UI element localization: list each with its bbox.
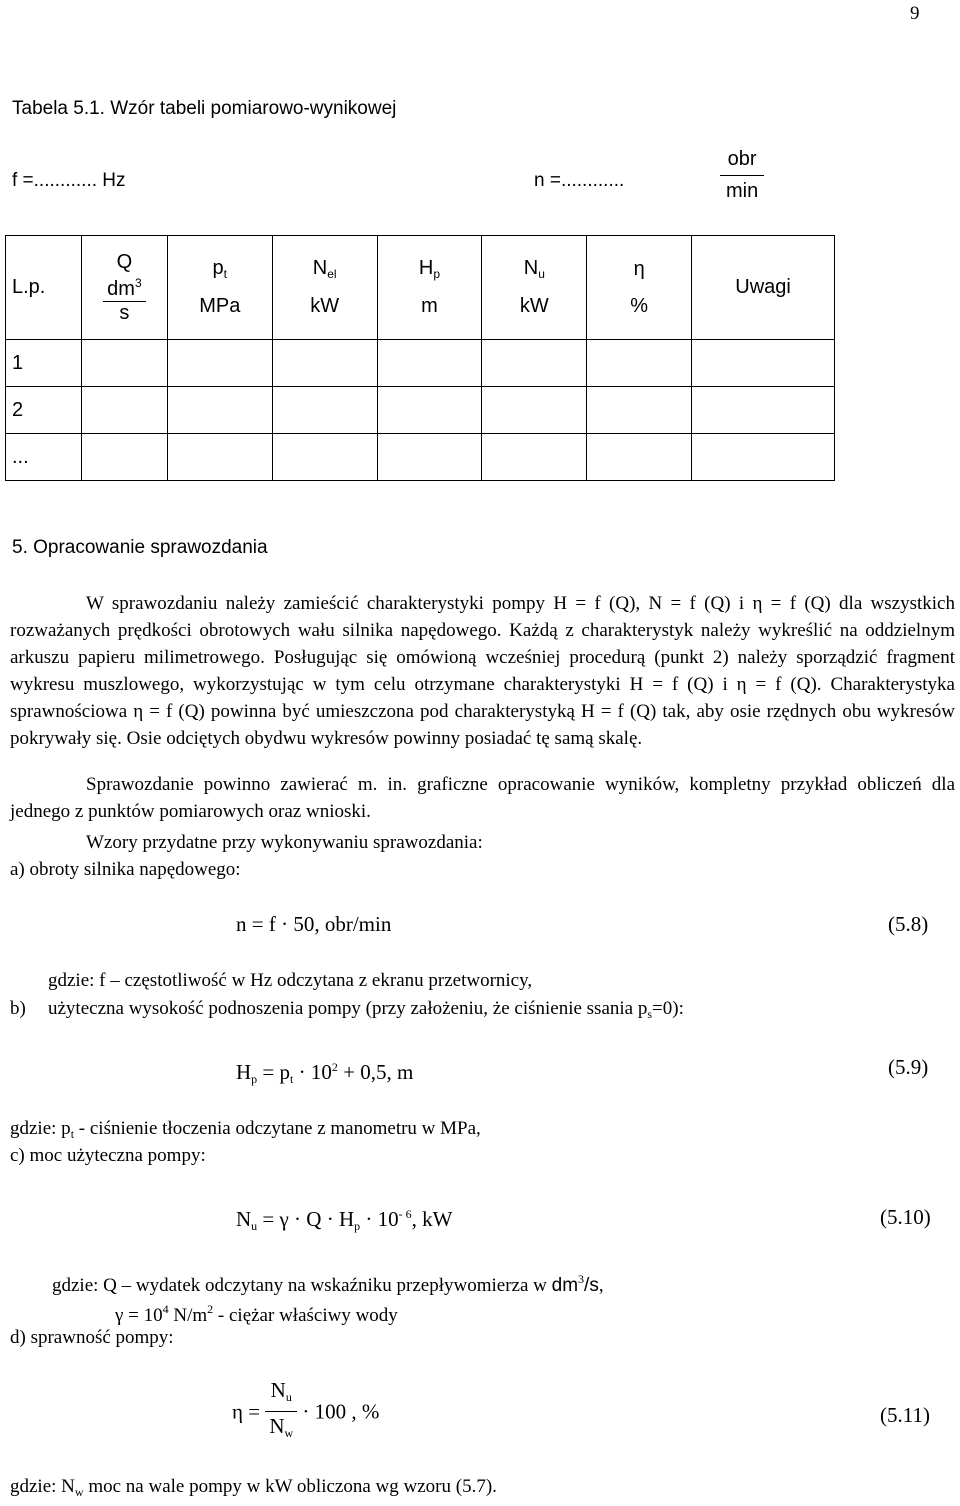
item-a-note: gdzie: f – częstotliwość w Hz odczytana z ekranu przetwornicy,: [48, 970, 533, 991]
table-cell: [692, 434, 835, 481]
table-cell: [482, 387, 587, 434]
f510-product: = γ · Q · H: [257, 1207, 355, 1231]
speed-unit: [720, 148, 764, 203]
table-row: [6, 434, 835, 481]
f510-tail: , kW: [411, 1207, 453, 1231]
formula-5-10-number: (5.10): [880, 1205, 931, 1229]
formula-5-8: n = f · 50, obr/min: [236, 912, 392, 936]
header-remarks: [692, 236, 835, 340]
f511-denominator-sub: w: [284, 1426, 294, 1440]
header-electric-power-unit: kW: [310, 295, 340, 317]
f510-power: N: [236, 1207, 252, 1231]
item-a: a) obroty silnika napędowego:: [10, 859, 241, 880]
item-c-note-2-exp2: 2: [207, 1302, 214, 1316]
formula-5-10: [236, 1200, 452, 1240]
header-flow-symbol: Q: [116, 250, 133, 273]
table-cell: [692, 387, 835, 434]
item-d: d) sprawność pompy:: [10, 1327, 174, 1348]
header-electric-power: [272, 236, 377, 340]
row-number: 2: [6, 387, 82, 434]
f510-exp: - 6: [398, 1207, 412, 1221]
header-efficiency-unit: %: [630, 294, 649, 317]
speed-label: n =............: [534, 170, 625, 191]
item-c-note-1: [52, 1266, 604, 1299]
formula-5-9-number: (5.9): [888, 1055, 929, 1079]
f511-tail: · 100 , %: [302, 1399, 380, 1424]
table-cell: [482, 340, 587, 387]
table-cell: [692, 340, 835, 387]
header-useful-power: [482, 236, 587, 340]
item-d-note: [10, 1473, 497, 1506]
table-cell: [167, 434, 272, 481]
speed-unit-denominator: min: [726, 180, 759, 202]
table-cell: [272, 387, 377, 434]
formula-5-8-number: (5.8): [888, 912, 929, 936]
row-number: 1: [6, 340, 82, 387]
item-c-note-2-mid: N/m: [168, 1305, 208, 1326]
item-c-note-1-exp: 3: [578, 1272, 585, 1286]
table-cell: [81, 340, 167, 387]
item-b-sub: s: [647, 1007, 653, 1021]
table-cell: [81, 387, 167, 434]
item-d-note-post: moc na wale pompy w kW obliczona wg wzoru (5.7).: [83, 1476, 497, 1497]
header-electric-power-sub: el: [327, 267, 337, 281]
item-d-note-sub: w: [74, 1485, 84, 1499]
speed-unit-numerator: obr: [720, 148, 764, 176]
f510-power-sub: u: [251, 1219, 258, 1233]
header-head: [377, 236, 482, 340]
f511-numerator: N: [270, 1378, 286, 1402]
item-c-note-1-comma: ,: [598, 1275, 604, 1296]
table-cell: [377, 340, 482, 387]
item-c-note-1-pre: gdzie: Q – wydatek odczytany na wskaźniku przepływomierza w: [52, 1275, 552, 1296]
header-flow: [81, 236, 167, 340]
header-flow-unit: [103, 276, 145, 325]
f59-tail: + 0,5, m: [337, 1060, 414, 1084]
f511-eta: η =: [232, 1399, 266, 1424]
header-pressure-sub: t: [223, 267, 228, 281]
table-row: [6, 387, 835, 434]
f59-head: H: [236, 1060, 252, 1084]
measurement-table: [5, 235, 835, 481]
header-head-sub: p: [433, 267, 441, 281]
header-remarks-label: Uwagi: [735, 276, 791, 298]
f59-pressure-sub: t: [290, 1072, 294, 1086]
item-d-note-pre: gdzie: N: [10, 1476, 75, 1497]
item-c-note-2-post: - ciężar właściwy wody: [213, 1305, 398, 1326]
table-cell: [167, 340, 272, 387]
table-cell: [167, 387, 272, 434]
item-b-end: =0):: [652, 998, 684, 1019]
header-lp: [6, 236, 82, 340]
item-b-text: użyteczna wysokość podnoszenia pompy (przy założeniu, że ciśnienie ssania p: [48, 998, 648, 1019]
table-cell: [377, 387, 482, 434]
header-flow-unit-exp: 3: [134, 275, 142, 290]
formulas-intro: [10, 829, 483, 856]
body-paragraph-text: W sprawozdaniu należy zamieścić charakterystyki pompy H = f (Q), N = f (Q) i η = f (Q) dla wszystkich rozważanych prędkości obrotowych wału silnika napędowego. Każdą z charakterystyk należy wykreślić na oddzielnym arkuszu papieru milimetrowego. Posługując się omówioną wcześniej procedurą (punkt 2) należy sporządzić fragment wykresu muszlowego, wykorzystując w tym celu otrzymane charakterystyki H = f (Q) i η = f (Q). Charakterystyka sprawnościowa η = f (Q) powinna być umieszczona pod charakterystyką H = f (Q) tak, aby osie rzędnych obu wykresów pokrywały się. Osie odciętych obydwu wykresów powinny posiadać tę samą skalę.: [10, 593, 955, 749]
report-contents-text: Sprawozdanie powinno zawierać m. in. graficzne opracowanie wyników, kompletny przykład obliczeń dla jednego z punktów pomiarowych oraz wnioski.: [10, 774, 955, 822]
item-c-note-1-end: /s: [584, 1275, 599, 1296]
f59-factor: · 10: [293, 1060, 332, 1084]
item-b-label: b): [10, 998, 26, 1019]
f510-head-sub: p: [354, 1219, 361, 1233]
formula-5-11-number: (5.11): [880, 1403, 930, 1427]
item-b-note-sub: t: [70, 1127, 75, 1141]
header-lp-label: L.p.: [12, 276, 46, 298]
page-number: 9: [910, 3, 920, 24]
item-b-note-pre: gdzie: p: [10, 1118, 71, 1139]
table-cell: [587, 434, 692, 481]
table-caption: Tabela 5.1. Wzór tabeli pomiarowo-wynikowej: [12, 98, 397, 119]
formula-5-9: [236, 1053, 413, 1093]
section-heading: 5. Opracowanie sprawozdania: [12, 537, 268, 558]
report-contents-paragraph: [10, 771, 955, 825]
header-efficiency: [587, 236, 692, 340]
header-useful-power-unit: kW: [519, 295, 549, 317]
row-number: ...: [6, 434, 82, 481]
table-row: [6, 340, 835, 387]
table-cell: [272, 340, 377, 387]
header-pressure: [167, 236, 272, 340]
f510-factor: · 10: [360, 1207, 399, 1231]
item-c-note-2-exp: 4: [162, 1302, 169, 1316]
formulas-intro-text: Wzory przydatne przy wykonywaniu sprawozdania:: [86, 832, 483, 853]
item-c: c) moc użyteczna pompy:: [10, 1145, 206, 1166]
header-flow-unit-s: s: [119, 301, 130, 324]
body-paragraph: [10, 590, 955, 752]
f511-denominator: N: [269, 1414, 285, 1438]
table-cell: [272, 434, 377, 481]
header-electric-power-symbol: N: [312, 257, 328, 279]
table-cell: [482, 434, 587, 481]
formula-5-11: [232, 1376, 379, 1447]
f511-fraction: [265, 1376, 297, 1447]
table-cell: [377, 434, 482, 481]
header-pressure-unit: MPa: [199, 295, 241, 317]
item-c-note-1-unit: dm: [551, 1275, 579, 1296]
header-useful-power-sub: u: [538, 267, 545, 281]
table-cell: [587, 387, 692, 434]
table-cell: [587, 340, 692, 387]
header-useful-power-symbol: N: [523, 257, 539, 279]
f59-head-sub: p: [251, 1072, 258, 1086]
header-head-symbol: H: [418, 257, 434, 279]
header-pressure-symbol: p: [212, 257, 224, 279]
header-efficiency-symbol: η: [633, 257, 645, 280]
table-header-row: [6, 236, 835, 340]
header-flow-unit-dm: dm: [107, 277, 135, 300]
item-c-note-2-pre: γ = 10: [115, 1305, 163, 1326]
f511-numerator-sub: u: [285, 1390, 292, 1404]
item-b-note-post: - ciśnienie tłoczenia odczytane z manometru w MPa,: [74, 1118, 481, 1139]
f59-pressure: = p: [257, 1060, 291, 1084]
frequency-label: f =............ Hz: [12, 170, 126, 191]
item-b: [10, 995, 684, 1028]
table-cell: [81, 434, 167, 481]
f59-exp: 2: [331, 1060, 338, 1074]
header-head-unit: m: [421, 295, 438, 317]
